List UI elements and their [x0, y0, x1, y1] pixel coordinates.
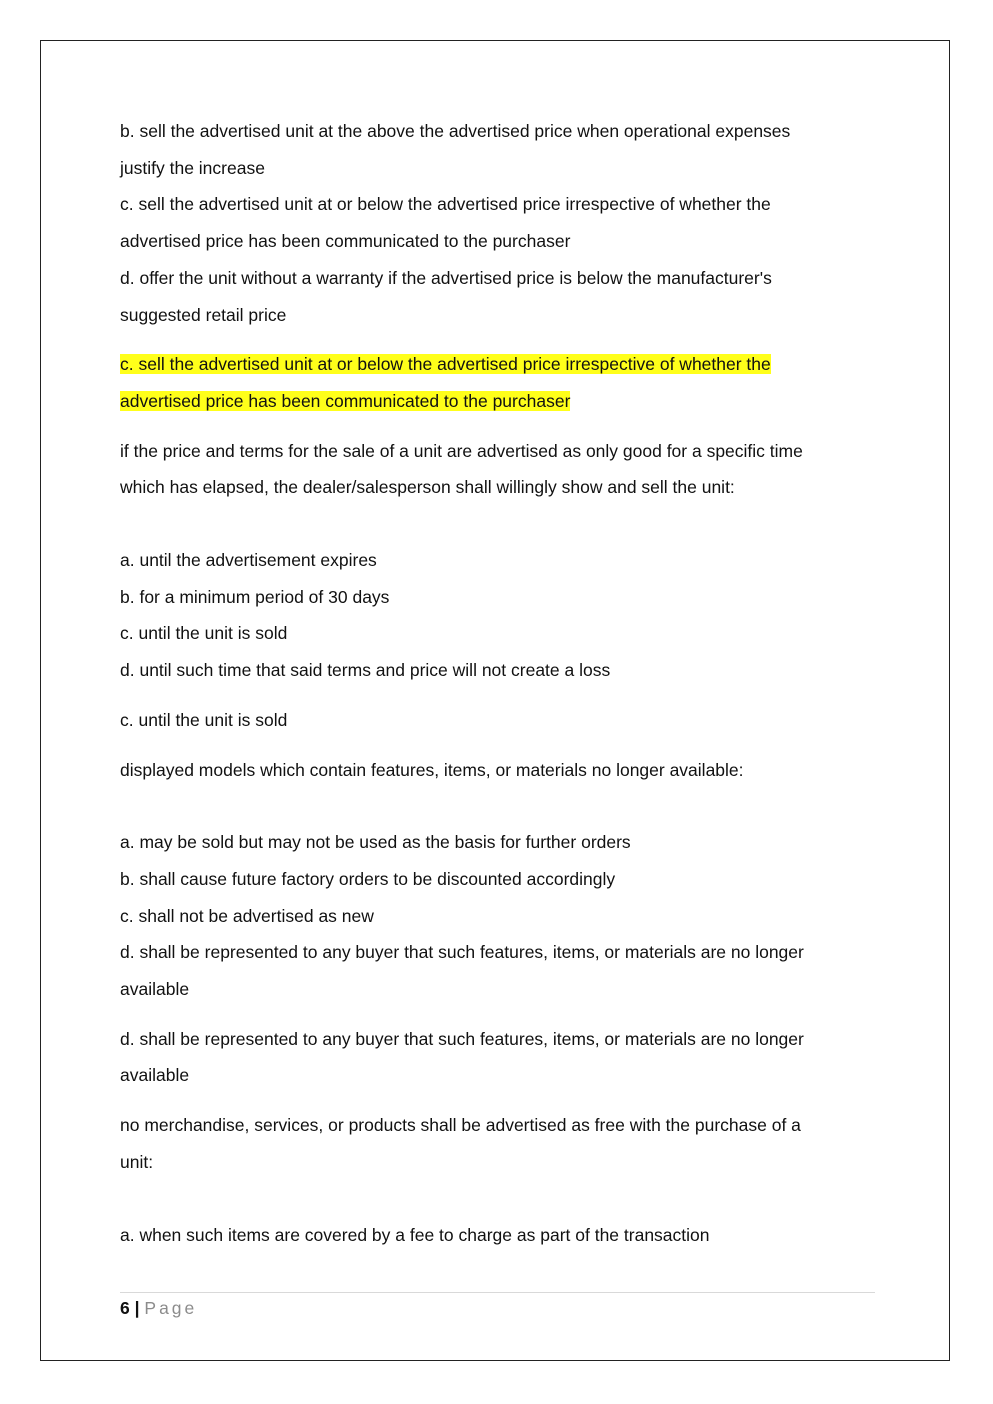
- option-d-line1: d. offer the unit without a warranty if the advertised price is below the manufacturer's: [120, 267, 772, 288]
- question-4-line1: no merchandise, services, or products shall be advertised as free with the purchase of a: [120, 1115, 801, 1136]
- question-2-line1: if the price and terms for the sale of a unit are advertised as only good for a specific time: [120, 440, 803, 461]
- question-2-option-d: d. until such time that said terms and price will not create a loss: [120, 660, 611, 681]
- highlighted-answer-text: c. sell the advertised unit at or below the advertised price irrespective of whether the: [120, 354, 771, 375]
- footer-divider: [120, 1292, 875, 1293]
- page-label: Page: [144, 1298, 198, 1318]
- highlighted-answer-text: advertised price has been communicated to the purchaser: [120, 390, 571, 411]
- question-3-option-d-line2: available: [120, 979, 190, 1000]
- question-3-option-a: a. may be sold but may not be used as the basis for further orders: [120, 832, 631, 853]
- answer-2: c. until the unit is sold: [120, 709, 288, 730]
- answer-3-line2: available: [120, 1065, 190, 1086]
- answer-1-line2: [120, 383, 880, 420]
- question-2-option-a: a. until the advertisement expires: [120, 550, 377, 571]
- question-3-option-b: b. shall cause future factory orders to be discounted accordingly: [120, 868, 616, 889]
- answer-3-line1: d. shall be represented to any buyer that such features, items, or materials are no longer: [120, 1028, 804, 1049]
- document-body: [120, 113, 880, 1253]
- answer-1-line1: [120, 346, 880, 383]
- question-2-option-b: b. for a minimum period of 30 days: [120, 586, 390, 607]
- option-b-line1: b. sell the advertised unit at the above the advertised price when operational expenses: [120, 121, 791, 141]
- question-3-option-d-line1: d. shall be represented to any buyer that such features, items, or materials are no longer: [120, 942, 804, 963]
- question-4-line2: unit:: [120, 1151, 154, 1172]
- option-c-line2: advertised price has been communicated to the purchaser: [120, 231, 571, 252]
- option-c-line1: c. sell the advertised unit at or below the advertised price irrespective of whether the: [120, 194, 771, 215]
- question-3-option-c: c. shall not be advertised as new: [120, 905, 374, 926]
- question-3: displayed models which contain features, items, or materials no longer available:: [120, 759, 744, 780]
- question-2-option-c: c. until the unit is sold: [120, 623, 288, 644]
- option-b-line2: justify the increase: [120, 157, 265, 178]
- page-footer: [120, 1296, 197, 1320]
- footer-separator: |: [134, 1298, 140, 1318]
- option-d-line2: suggested retail price: [120, 304, 287, 325]
- question-4-option-a: a. when such items are covered by a fee to charge as part of the transaction: [120, 1224, 710, 1245]
- page-number: 6: [120, 1298, 130, 1318]
- question-2-line2: which has elapsed, the dealer/salesperson shall willingly show and sell the unit:: [120, 477, 735, 498]
